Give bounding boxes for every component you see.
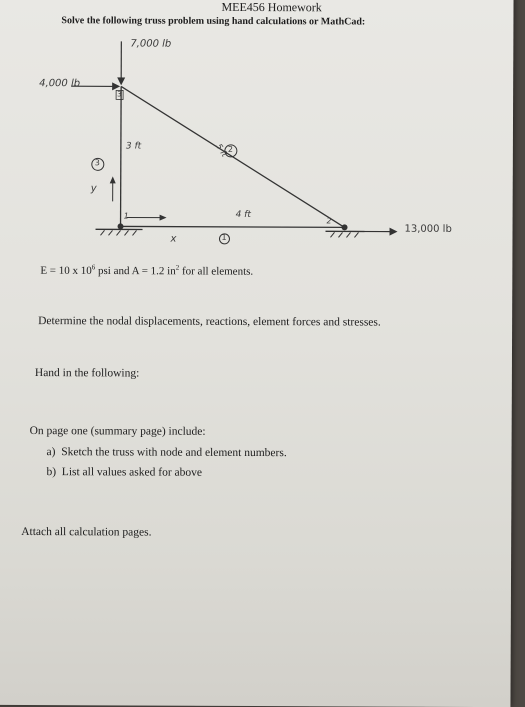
load-right-label: 13,000 lb <box>405 224 452 235</box>
support-2-hatch <box>330 232 334 237</box>
element-3-line <box>121 86 122 226</box>
y-axis-arrowhead <box>110 176 116 183</box>
diagonal-dimension: 5 ft <box>214 142 229 158</box>
element-2-label: 2 <box>228 145 233 154</box>
summary-heading: On page one (summary page) include: <box>30 425 206 438</box>
support-1-hatch <box>100 230 104 235</box>
hand-in-heading: Hand in the following: <box>35 367 140 379</box>
node-3-label: 3 <box>117 90 122 98</box>
node-2-pin <box>342 224 348 230</box>
load-left-label: 4,000 lb <box>39 78 80 89</box>
element-1-line <box>121 226 345 227</box>
support-2-hatch <box>346 232 350 237</box>
support-2-hatch <box>354 232 358 237</box>
material-properties: E = 10 x $10^6$ psi and A = 1.2 $in^2$ for all elements. <box>40 263 253 278</box>
support-1-hatch <box>132 230 136 235</box>
instruction-text: Solve the following truss problem using hand calculations or MathCad: <box>61 15 365 27</box>
y-axis-label: y <box>91 183 97 194</box>
element-1-label: 1 <box>221 233 226 242</box>
x-axis-arrowhead <box>160 215 167 221</box>
load-top-arrowhead <box>117 77 125 85</box>
load-right-arrowhead <box>390 228 398 236</box>
summary-item-a: a) Sketch the truss with node and element numbers. <box>47 446 287 459</box>
support-1-hatch <box>108 230 112 235</box>
element-3-label: 3 <box>95 158 100 167</box>
horizontal-dimension: 4 ft <box>236 210 251 220</box>
load-left-arrowhead <box>112 82 120 90</box>
support-1-hatch <box>124 230 128 235</box>
node-1-label: 1 <box>124 211 129 220</box>
node-2-label: 2 <box>327 216 332 225</box>
task-statement: Determine the nodal displacements, reactions, element forces and stresses. <box>38 315 381 328</box>
support-2-hatch <box>338 232 342 237</box>
node-1-pin <box>118 223 124 229</box>
vertical-dimension: 3 ft <box>126 141 141 151</box>
load-top-label: 7,000 lb <box>130 38 171 49</box>
summary-item-b: b) List all values asked for above <box>46 466 202 479</box>
page-title: MEE456 Homework <box>221 0 321 15</box>
x-axis-label: x <box>170 234 176 245</box>
attach-note: Attach all calculation pages. <box>21 526 151 539</box>
support-1-hatch <box>116 230 120 235</box>
